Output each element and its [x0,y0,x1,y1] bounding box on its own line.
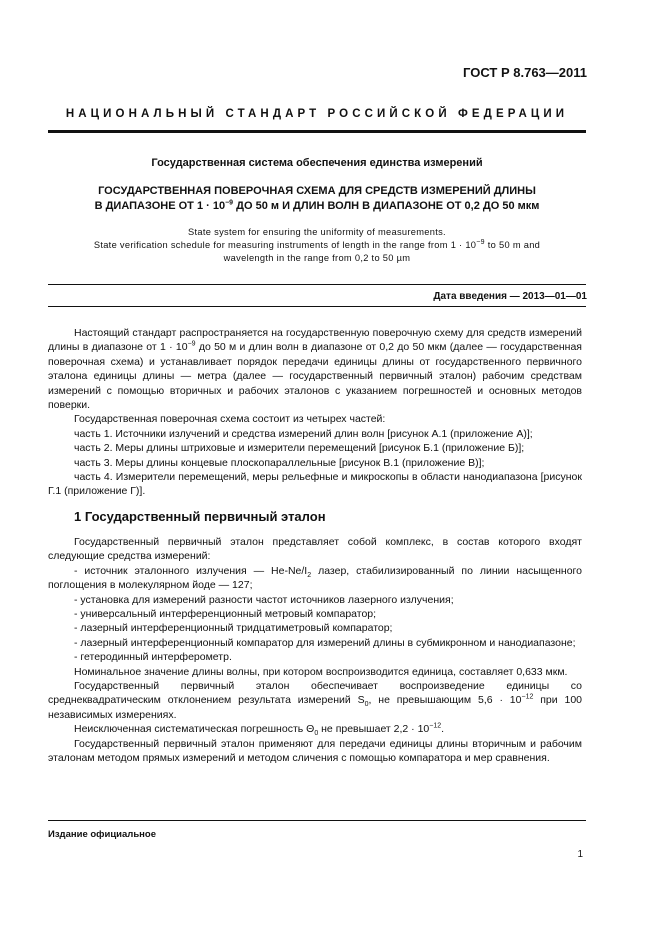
list-item: - универсальный интерференционный метровый компаратор; [74,608,377,621]
list-item: - лазерный интерференционный компаратор для измерений длины в субмикронном и нанодиапазоне; [74,636,576,649]
introduction-date: Дата введения — 2013—01—01 [433,291,587,302]
national-standard-heading: НАЦИОНАЛЬНЫЙ СТАНДАРТ РОССИЙСКОЙ ФЕДЕРАЦИИ [65,108,569,120]
section-1-paragraph-5: Государственный первичный эталон применяют для передачи единицы длины вторичным и рабочим эталонам методом прямых измерений и методом сличения с помощью компаратора и мер сравнения. [48,737,582,765]
section-1-paragraph-2: Номинальное значение длины волны, при котором воспроизводится единица, составляет 0,633 мкм. [74,665,568,678]
list-item: - лазерный интерференционный тридцатиметровый компаратор; [74,622,393,635]
section-1-paragraph-3: Государственный первичный эталон обеспечивает воспроизведение единицы со среднеквадратическим отклонением результата измерений $S_0$, не превышающим $5,6 \cdot 10^{-12}$ при 100 независимых измерениях. [48,680,583,721]
list-item: - гетеродинный интерферометр. [74,651,232,664]
parts-intro: Государственная поверочная схема состоит из четырех частей: [74,413,386,426]
title-line-2: В ДИАПАЗОНЕ ОТ $1 \cdot 10^{-9}$ ДО 50 м И ДЛИН ВОЛН В ДИАПАЗОНЕ ОТ 0,2 ДО 50 мкм [94,199,540,212]
section-1-paragraph-1: Государственный первичный эталон представляет собой комплекс, в состав которого входят следующие средства измерений: [48,536,582,563]
header-divider [48,130,586,133]
part-4: часть 4. Измерители перемещений, меры рельефные и микроскопы в области нанодиапазона [рисунок Г.1 (приложение Г)]. [48,471,582,498]
list-item: - установка для измерений разности частот источников лазерного излучения; [74,593,454,606]
official-edition-label: Издание официальное [48,829,156,840]
intro-paragraph: Настоящий стандарт распространяется на государственную поверочную схему для средств измерений длины в диапазоне от $1 \cdot 10^{-9}$ до 50 м и длин волн в диапазоне от 0,2 до 50 мкм (далее — государственная поверочная схема) и устанавливает порядок передачи единицы длины от государственного первичного эталона единицы длины — метра (далее — государственный первичный эталон) рабочим средствам измерений с помощью вторичных и рабочих эталонов с указанием погрешностей и основных методов поверки. [48,327,582,412]
date-divider-top [48,284,586,285]
part-2: часть 2. Меры длины штриховые и измерители перемещений [рисунок Б.1 (приложение Б)]; [74,442,525,455]
footer-divider [48,820,586,821]
english-title-line-2: State verification schedule for measuring instruments of length in the range from $1 \cdot 10^{-9}$ to 50 m and [93,238,541,250]
section-1-paragraph-4: Неисключенная систематическая погрешность $\Theta_0$ не превышает $2,2 \cdot 10^{-12}$. [74,722,445,738]
document-title [48,184,586,214]
date-divider-bottom [48,306,586,307]
english-title-line-3: wavelength in the range from 0,2 to 50 µm [223,253,411,263]
part-1: часть 1. Источники излучений и средства измерений длин волн [рисунок А.1 (приложение А)]; [74,427,533,440]
section-1-text [48,535,582,766]
part-3: часть 3. Меры длины концевые плоскопараллельные [рисунок В.1 (приложение В)]; [74,456,485,469]
section-1-heading: 1 Государственный первичный эталон [74,509,326,524]
english-title [48,226,586,265]
list-item: - источник эталонного излучения — $He-Ne/I_2$ лазер, стабилизированный по линии насыщенного поглощения в молекулярном йоде — 127; [48,564,582,592]
system-title: Государственная система обеспечения единства измерений [151,157,483,169]
document-number: ГОСТ Р 8.763—2011 [463,65,587,80]
english-title-line-1: State system for ensuring the uniformity of measurements. [188,227,446,237]
page-number: 1 [577,849,583,860]
title-line-1: ГОСУДАРСТВЕННАЯ ПОВЕРОЧНАЯ СХЕМА ДЛЯ СРЕДСТВ ИЗМЕРЕНИЙ ДЛИНЫ [98,185,536,197]
introduction-text [48,326,582,499]
